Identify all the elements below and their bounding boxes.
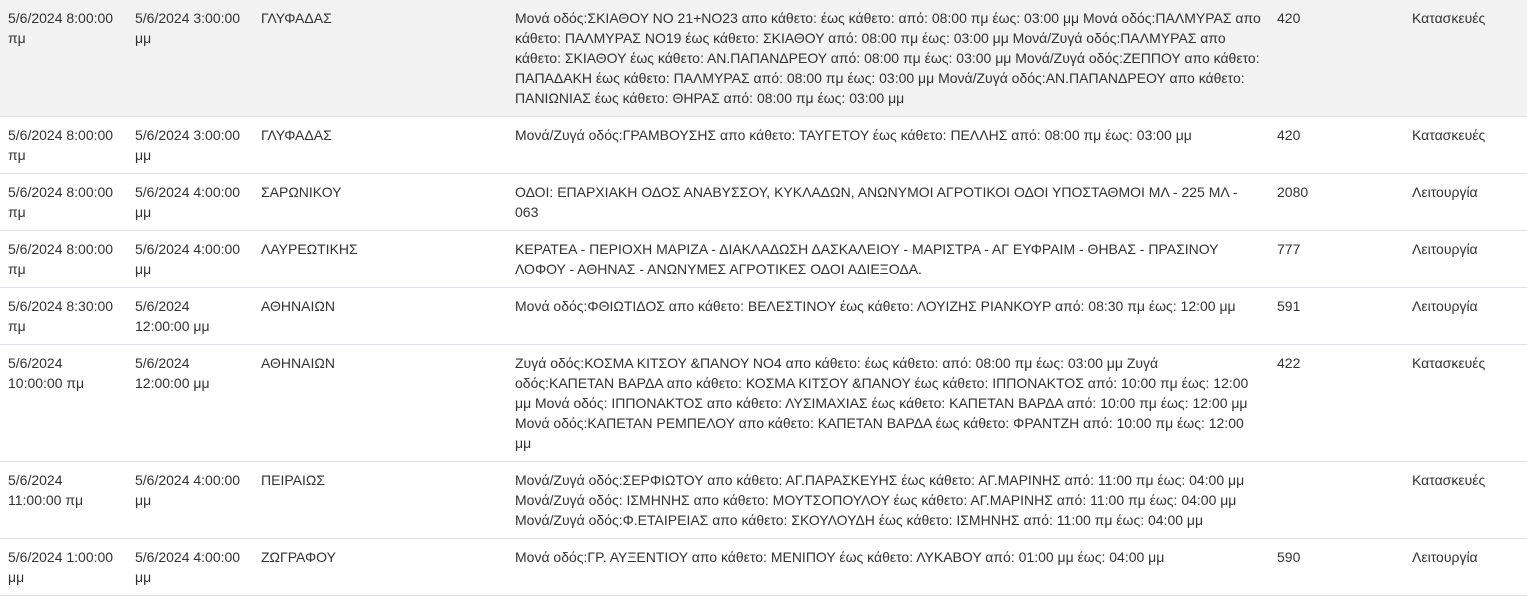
table-row[interactable] xyxy=(0,462,1527,539)
start-time-cell: 5/6/2024 8:30:00 πμ xyxy=(8,298,114,334)
code-cell: 420 xyxy=(1277,127,1301,143)
details-cell: ΟΔΟΙ: ΕΠΑΡΧΙΑΚΗ ΟΔΟΣ ΑΝΑΒΥΣΣΟΥ, ΚΥΚΛΑΔΩΝ, ΑΝΩΝΥΜΟΙ ΑΓΡΟΤΙΚΟΙ ΟΔΟΙ ΥΠΟΣΤΑΘΜΟΙ ΜΛ - 225 ΜΛ - 063 xyxy=(515,184,1238,220)
type-cell: Κατασκευές xyxy=(1412,355,1486,371)
code-cell: 591 xyxy=(1277,298,1301,314)
end-time-cell: 5/6/2024 3:00:00 μμ xyxy=(135,127,241,163)
table-row[interactable] xyxy=(0,345,1527,462)
table-row[interactable] xyxy=(0,231,1527,288)
details-cell: Μονά οδός:ΓΡ. ΑΥΞΕΝΤΙΟΥ απο κάθετο: ΜΕΝΙΠΟΥ έως κάθετο: ΛΥΚΑΒΟΥ από: 01:00 μμ έως: 04:00 μμ xyxy=(515,549,1165,565)
end-time-cell: 5/6/2024 4:00:00 μμ xyxy=(135,549,241,585)
area-cell: ΛΑΥΡΕΩΤΙΚΗΣ xyxy=(261,241,358,257)
start-time-cell: 5/6/2024 1:00:00 μμ xyxy=(8,549,114,585)
end-time-cell: 5/6/2024 12:00:00 μμ xyxy=(135,355,210,391)
start-time-cell: 5/6/2024 10:00:00 πμ xyxy=(8,355,85,391)
area-cell: ΑΘΗΝΑΙΩΝ xyxy=(261,355,335,371)
details-cell: Ζυγά οδός:ΚΟΣΜΑ ΚΙΤΣΟΥ &ΠΑΝΟΥ ΝΟ4 απο κάθετο: έως κάθετο: από: 08:00 πμ έως: 03:00 μμ Ζυγά οδός:ΚΑΠΕΤΑΝ ΒΑΡΔΑ απο κάθετο: ΚΟΣΜΑ ΚΙΤΣΟΥ &ΠΑΝΟΥ έως κάθετο: ΙΠΠΟΝΑΚΤΟΣ από: 10:00 πμ έως: 12:00 μμ Μονά οδός: ΙΠΠΟΝΑΚΤΟΣ απο κάθετο: ΛΥΣΙΜΑΧΙΑΣ έως κάθετο: ΚΑΠΕΤΑΝ ΒΑΡΔΑ από: 10:00 πμ έως: 12:00 μμ Μονά οδός:ΚΑΠΕΤΑΝ ΡΕΜΠΕΛΟΥ απο κάθετο: ΚΑΠΕΤΑΝ ΒΑΡΔΑ έως κάθετο: ΦΡΑΝΤΖΗ από: 10:00 πμ έως: 12:00 μμ xyxy=(515,355,1249,451)
start-time-cell: 5/6/2024 8:00:00 πμ xyxy=(8,184,114,220)
end-time-cell: 5/6/2024 12:00:00 μμ xyxy=(135,298,210,334)
area-cell: ΑΘΗΝΑΙΩΝ xyxy=(261,298,335,314)
details-cell: Μονά οδός:ΣΚΙΑΘΟΥ ΝΟ 21+ΝΟ23 απο κάθετο: έως κάθετο: από: 08:00 πμ έως: 03:00 μμ Μονά οδός:ΠΑΛΜΥΡΑΣ απο κάθετο: ΠΑΛΜΥΡΑΣ ΝΟ19 έως κάθετο: ΣΚΙΑΘΟΥ από: 08:00 πμ έως: 03:00 μμ Μονά/Ζυγά οδός:ΠΑΛΜΥΡΑΣ απο κάθετο: ΣΚΙΑΘΟΥ έως κάθετο: ΑΝ.ΠΑΠΑΝΔΡΕΟΥ από: 08:00 πμ έως: 03:00 μμ Μονά/Ζυγά οδός:ΖΕΠΠΟΥ απο κάθετο: ΠΑΠΑΔΑΚΗ έως κάθετο: ΠΑΛΜΥΡΑΣ από: 08:00 πμ έως: 03:00 μμ Μονά/Ζυγά οδός:ΑΝ.ΠΑΠΑΝΔΡΕΟΥ απο κάθετο: ΠΑΝΙΩΝΙΑΣ έως κάθετο: ΘΗΡΑΣ από: 08:00 πμ έως: 03:00 μμ xyxy=(515,10,1261,106)
details-cell: Μονά οδός:ΦΘΙΩΤΙΔΟΣ απο κάθετο: ΒΕΛΕΣΤΙΝΟΥ έως κάθετο: ΛΟΥΙΖΗΣ ΡΙΑΝΚΟΥΡ από: 08:30 πμ έως: 12:00 μμ xyxy=(515,298,1236,314)
code-cell: 590 xyxy=(1277,549,1301,565)
area-cell: ΖΩΓΡΑΦΟΥ xyxy=(261,549,336,565)
end-time-cell: 5/6/2024 4:00:00 μμ xyxy=(135,241,241,277)
start-time-cell: 5/6/2024 8:00:00 πμ xyxy=(8,10,114,46)
type-cell: Λειτουργία xyxy=(1412,298,1478,314)
details-cell: ΚΕΡΑΤΕΑ - ΠΕΡΙΟΧΗ ΜΑΡΙΖΑ - ΔΙΑΚΛΑΔΩΣΗ ΔΑΣΚΑΛΕΙΟΥ - ΜΑΡΙΣΤΡΑ - ΑΓ ΕΥΦΡΑΙΜ - ΘΗΒΑΣ - ΠΡΑΣΙΝΟΥ ΛΟΦΟΥ - ΑΘΗΝΑΣ - ΑΝΩΝΥΜΕΣ ΑΓΡΟΤΙΚΕΣ ΟΔΟΙ ΑΔΙΕΞΟΔΑ. xyxy=(515,241,1219,277)
table-row[interactable] xyxy=(0,174,1527,231)
type-cell: Λειτουργία xyxy=(1412,184,1478,200)
code-cell xyxy=(1269,462,1396,539)
code-cell: 420 xyxy=(1277,10,1301,26)
table-row[interactable] xyxy=(0,117,1527,174)
details-cell: Μονά/Ζυγά οδός:ΓΡΑΜΒΟΥΣΗΣ απο κάθετο: ΤΑΥΓΕΤΟΥ έως κάθετο: ΠΕΛΛΗΣ από: 08:00 πμ έως: 03:00 μμ xyxy=(515,127,1192,143)
code-cell: 422 xyxy=(1277,355,1301,371)
area-cell: ΓΛΥΦΑΔΑΣ xyxy=(261,127,332,143)
type-cell: Κατασκευές xyxy=(1412,10,1486,26)
type-cell: Κατασκευές xyxy=(1412,472,1486,488)
start-time-cell: 5/6/2024 11:00:00 πμ xyxy=(8,472,84,508)
details-cell: Μονά/Ζυγά οδός:ΣΕΡΦΙΩΤΟΥ απο κάθετο: ΑΓ.ΠΑΡΑΣΚΕΥΗΣ έως κάθετο: ΑΓ.ΜΑΡΙΝΗΣ από: 11:00 πμ έως: 04:00 μμ Μονά/Ζυγά οδός: ΙΣΜΗΝΗΣ απο κάθετο: ΜΟΥΤΣΟΠΟΥΛΟΥ έως κάθετο: ΑΓ.ΜΑΡΙΝΗΣ από: 11:00 πμ έως: 04:00 μμ Μονά/Ζυγά οδός:Φ.ΕΤΑΙΡΕΙΑΣ απο κάθετο: ΣΚΟΥΛΟΥΔΗ έως κάθετο: ΙΣΜΗΝΗΣ από: 11:00 πμ έως: 04:00 μμ xyxy=(515,472,1245,528)
area-cell: ΓΛΥΦΑΔΑΣ xyxy=(261,10,332,26)
start-time-cell: 5/6/2024 8:00:00 πμ xyxy=(8,127,114,163)
table-row[interactable] xyxy=(0,288,1527,345)
type-cell: Λειτουργία xyxy=(1412,241,1478,257)
end-time-cell: 5/6/2024 4:00:00 μμ xyxy=(135,472,241,508)
end-time-cell: 5/6/2024 3:00:00 μμ xyxy=(135,10,241,46)
area-cell: ΠΕΙΡΑΙΩΣ xyxy=(261,472,325,488)
code-cell: 777 xyxy=(1277,241,1301,257)
start-time-cell: 5/6/2024 8:00:00 πμ xyxy=(8,241,114,277)
code-cell: 2080 xyxy=(1277,184,1309,200)
type-cell: Λειτουργία xyxy=(1412,549,1478,565)
end-time-cell: 5/6/2024 4:00:00 μμ xyxy=(135,184,241,220)
table-row[interactable] xyxy=(0,0,1527,117)
area-cell: ΣΑΡΩΝΙΚΟΥ xyxy=(261,184,342,200)
table-row[interactable] xyxy=(0,539,1527,596)
type-cell: Κατασκευές xyxy=(1412,127,1486,143)
